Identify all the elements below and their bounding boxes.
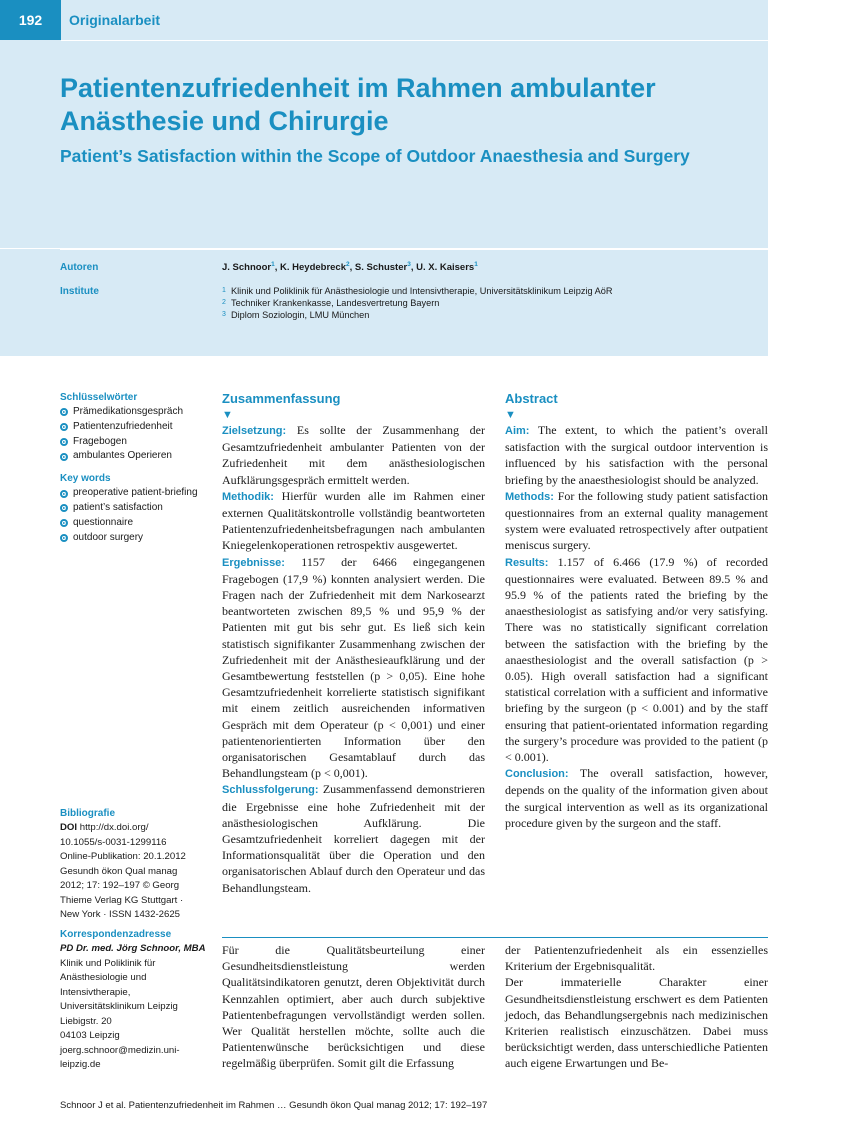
abstract-de-section <box>222 554 485 782</box>
author-affiliation: 1 <box>474 261 478 268</box>
author-affiliation: 1 <box>271 261 275 268</box>
author-name: U. X. Kaisers <box>416 262 475 274</box>
authors-label: Autoren <box>60 262 99 273</box>
correspondence-heading: Korrespondenzadresse <box>60 929 172 940</box>
bibliography-block <box>60 807 210 923</box>
bibliography-line: Thieme Verlag KG Stuttgart · <box>60 894 184 906</box>
keyword-item <box>60 501 210 516</box>
abstract-en-section <box>505 554 768 766</box>
bibliography-line: New York · ISSN 1432-2625 <box>60 909 180 920</box>
page-footer: Schnoor J et al. Patientenzufriedenheit im Rahmen … Gesundh ökon Qual manag 2012; 17: 192–197 <box>60 1100 488 1111</box>
author-affiliation: 2 <box>346 261 350 268</box>
institutes-list <box>222 285 612 321</box>
institute-text: Klinik und Poliklinik für Anästhesiologie und Intensivtherapie, Universitätsklinikum Leipzig AöR <box>231 286 613 296</box>
authors-list: J. Schnoor$^1$, K. Heydebreck$^2$, S. Schuster$^3$, U. X. Kaisers$^1$ <box>222 261 478 274</box>
author-name: J. Schnoor <box>222 262 272 274</box>
institute-number: 1 <box>222 287 226 294</box>
keywords-de-list <box>60 405 210 464</box>
keyword-text: Patientenzufriedenheit <box>73 420 173 432</box>
abstract-en-section <box>505 488 768 554</box>
header-divider <box>61 40 768 41</box>
correspondence-name: PD Dr. med. Jörg Schnoor, MBA <box>60 943 206 954</box>
correspondence-line: Liebigstr. 20 <box>60 1015 112 1027</box>
bibliography-line: 10.1055/s-0031-1299116 <box>60 836 167 848</box>
institute-text: Diplom Soziologin, LMU München <box>231 310 370 320</box>
body-paragraph: der Patientenzufriedenheit als ein essenzielles Kriterium der Ergebnisqualität. <box>505 943 768 974</box>
bibliography-line: Gesundh ökon Qual manag <box>60 865 178 877</box>
triangle-down-icon: ▼ <box>222 409 233 421</box>
author-name: S. Schuster <box>354 262 408 274</box>
section-text: Hierfür wurden alle im Rahmen einer externen Qualitätskontrolle vollständig beantworteten Patientenzufriedenheitsbefragungen nach ambulanten Kniegelenkoperationen retrospektiv ausgewertet. <box>222 488 486 553</box>
keyword-item <box>60 435 210 450</box>
bullet-arrow-icon <box>60 490 68 498</box>
section-label: Methodik: <box>222 490 274 503</box>
email-link[interactable]: joerg.schnoor@medizin.uni- <box>60 1044 180 1056</box>
title-german: Patientenzufriedenheit im Rahmen ambulanter Anästhesie und Chirurgie <box>60 73 656 136</box>
meta-divider <box>60 248 768 250</box>
section-text: Zusammenfassend demonstrieren die Ergebnisse eine hohe Zufriedenheit mit der anästhesiologischen Aufklärung. Die Gesamtzufriedenheit korreliert dagegen mit der Informationsqualität über die Operation und den organisatorischen Ablauf durch den Operateur und das Behandlungsteam. <box>222 782 486 895</box>
doi-label: DOI <box>60 822 78 833</box>
keyword-item <box>60 420 210 435</box>
bullet-arrow-icon <box>60 519 68 527</box>
correspondence-line: Intensivtherapie, <box>60 986 131 998</box>
keyword-text: Fragebogen <box>73 435 127 447</box>
bullet-arrow-icon <box>60 504 68 512</box>
abstract-english <box>505 391 768 831</box>
keyword-item <box>60 516 210 531</box>
section-label: Ergebnisse: <box>222 556 285 569</box>
bullet-arrow-icon <box>60 423 68 431</box>
abstract-en-heading: Abstract <box>505 391 558 406</box>
correspondence-line: Universitätsklinikum Leipzig <box>60 1001 178 1012</box>
correspondence-line: Klinik und Poliklinik für <box>60 957 156 969</box>
keywords-sidebar <box>60 391 210 545</box>
section-label: Results: <box>505 556 549 569</box>
correspondence-block <box>60 928 210 1073</box>
section-label: Zielsetzung: <box>222 425 287 437</box>
correspondence-line: 04103 Leipzig <box>60 1030 120 1041</box>
abstract-de-section <box>222 781 485 895</box>
bibliography-line: 2012; 17: 192–197 © Georg <box>60 880 180 891</box>
email-link[interactable]: leipzig.de <box>60 1059 101 1070</box>
keywords-de-heading: Schlüsselwörter <box>60 392 138 403</box>
section-text: The overall satisfaction, however, depends on the quality of the information given about the surgical intervention as well as its organizational procedure given by the surgeon and the staff. <box>505 766 768 830</box>
section-label: Methods: <box>505 490 554 503</box>
bullet-arrow-icon <box>60 534 68 542</box>
section-text: The extent, to which the patient’s overall satisfaction with the surgical outdoor intervention is influenced by his satisfaction with the personal briefing by the anaesthesiologist should be analyzed. <box>505 423 768 487</box>
section-text: Es sollte der Zusammenhang der Gesamtzufriedenheit ambulanter Patienten von der Zufriedenheit mit dem anästhesiologischen Aufklärungsgespräch ermittelt werden. <box>222 423 486 487</box>
keyword-text: ambulantes Operieren <box>73 450 172 462</box>
keyword-text: questionnaire <box>73 516 134 528</box>
abstract-en-section <box>505 422 768 488</box>
institutes-label: Institute <box>60 286 99 297</box>
keywords-en-heading: Key words <box>60 473 111 485</box>
institute-item <box>222 309 612 321</box>
section-text: 1157 der 6466 eingegangenen Fragebogen (17,9 %) konnten analysiert werden. Die Fragen nach der Zufriedenheit mit dem Narkosearzt beantworteten zwischen 89,5 % und 95,9 % der Patienten mit gut bis sehr gut. Es ließ sich kein statistisch signifikanter Zusammenhang zwischen der Zufriedenheit mit der Anästhesieaufklärung und der Gesamtbewertung feststellen (p > 0,05). Eine hohe Gesamtzufriedenheit korrelierte statistisch signifikant mit einem zeitlich ausreichenden informativen Gespräch mit dem Operateur (p < 0,001) und einer patientenorientierten Information über den organisatorischen Gesamtablauf durch das Behandlungsteam (p < 0,001). <box>222 554 485 781</box>
keyword-text: Prämedikationsgespräch <box>73 406 184 417</box>
body-column-1: Für die Qualitätsbeurteilung einer Gesundheitsdienstleistung werden Qualitätsindikatoren genutzt, deren Objektivität durch Kennzahlen optimiert, aber auch durch subjektive Patientenbefragungen vervollständigt werden sollen. Wer Qualität herstellen möchte, sollte auch die Patientenwünsche berücksichtigen und diese regelmäßig überprüfen. Somit gilt die Erfassung <box>222 943 485 1071</box>
body-column-2 <box>505 942 768 1072</box>
section-text: For the following study patient satisfaction questionnaires from an external quality management system were evaluated retrospectively after outpatient meniscus surgery. <box>505 488 769 553</box>
keywords-en-list <box>60 486 210 545</box>
section-text: 1.157 of 6.466 (17.9 %) of recorded questionnaires were evaluated. Between 89.5 % and 95.9 % of the patients rated the briefing by the anaesthesiologist as satisfying and/or very satisfying. There was no statistically significant correlation between the satisfaction with the briefing by the anaesthesiologist and the overall satisfaction (p > 0.05). High overall satisfaction had a significant statistical correlation with a sufficient and informative briefing by the surgeon (p < 0.001) and by the staff ensuring that patient-orientated information regarding the surgery’s procedure was provided to the patient (p < 0.001). <box>505 554 768 765</box>
bibliography-line: Online-Publikation: 20.1.2012 <box>60 851 186 862</box>
keyword-item <box>60 531 210 546</box>
title-english: Patient’s Satisfaction within the Scope of Outdoor Anaesthesia and Surgery <box>60 146 690 166</box>
keyword-item <box>60 486 210 501</box>
abstract-de-section <box>222 422 485 488</box>
keyword-text: preoperative patient-briefing <box>73 487 198 499</box>
abstract-german <box>222 391 485 896</box>
section-label: Originalarbeit <box>69 12 161 28</box>
institute-number: 3 <box>222 311 226 318</box>
keyword-item <box>60 405 210 420</box>
abstract-de-heading: Zusammenfassung <box>222 391 341 406</box>
bullet-arrow-icon <box>60 453 68 461</box>
keyword-text: outdoor surgery <box>73 531 144 543</box>
body-paragraph: Der immaterielle Charakter einer Gesundheitsdienstleistung erschwert es dem Patienten jedoch, das Behandlungsergebnis nach medizinischen Kriterien realistisch einzuschätzen. Dabei muss berücksichtigt werden, dass unterschiedliche Patienten auch eigene Erwartungen und Be- <box>505 975 768 1071</box>
body-divider <box>222 937 768 938</box>
doi-link[interactable]: http://dx.doi.org/ <box>79 822 149 833</box>
institute-text: Techniker Krankenkasse, Landesvertretung Bayern <box>231 298 440 308</box>
bullet-arrow-icon <box>60 408 68 416</box>
bullet-arrow-icon <box>60 438 68 446</box>
section-label: Schlussfolgerung: <box>222 784 319 797</box>
triangle-down-icon: ▼ <box>505 409 516 421</box>
meta-divider-left <box>0 248 60 249</box>
author-affiliation: 3 <box>407 261 411 268</box>
keyword-item <box>60 449 210 464</box>
author-name: K. Heydebreck <box>280 262 347 274</box>
section-label: Conclusion: <box>505 768 569 781</box>
page-number: 192 <box>0 0 61 40</box>
section-label: Aim: <box>505 425 530 437</box>
abstract-en-section <box>505 765 768 831</box>
doi-line <box>60 821 210 836</box>
institute-item <box>222 285 612 297</box>
abstract-de-section <box>222 488 485 554</box>
institute-item <box>222 297 612 309</box>
institute-number: 2 <box>222 299 226 306</box>
correspondence-line: Anästhesiologie und <box>60 972 147 983</box>
keyword-text: patient’s satisfaction <box>73 501 163 513</box>
bibliography-heading: Bibliografie <box>60 808 116 819</box>
